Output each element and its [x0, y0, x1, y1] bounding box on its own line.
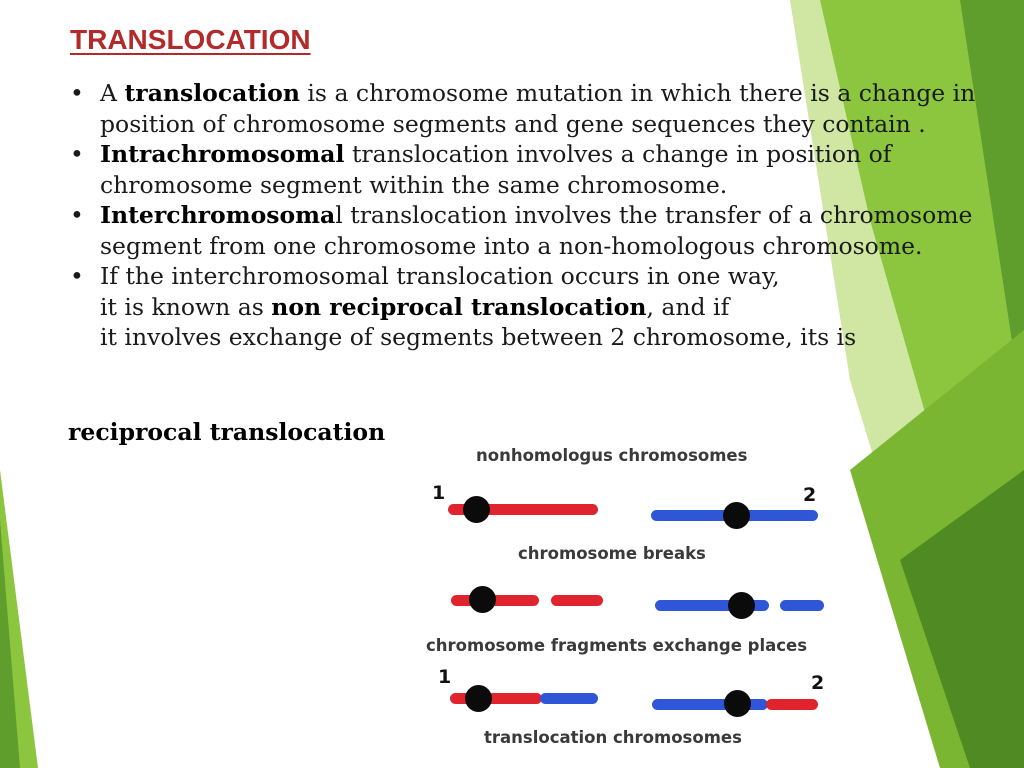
chromosome-number-2: 2 — [803, 484, 817, 506]
bold-term: translocation — [124, 79, 300, 107]
centromere-2 — [728, 592, 755, 619]
chromosome-number-1: 1 — [438, 666, 452, 688]
bullet-item: • A translocation is a chromosome mutation in which there is a change in position of chromosome segments and gene sequences they contain . — [68, 78, 998, 139]
bullet-item: • Interchromosomal translocation involves the transfer of a chromosome segment from one chromosome into a non-homologous chromosome. — [68, 200, 998, 261]
label-nonhomologus: nonhomologus chromosomes — [476, 446, 748, 465]
chromosome-number-2: 2 — [811, 672, 825, 694]
centromere-2 — [724, 690, 751, 717]
bullet-list — [68, 78, 998, 353]
bold-term: Interchromosoma — [100, 201, 336, 229]
centromere-1 — [463, 496, 490, 523]
centromere-2 — [723, 502, 750, 529]
tail-bold-text: reciprocal translocation — [68, 418, 386, 446]
centromere-1 — [465, 685, 492, 712]
translocated-1-blue — [540, 693, 598, 704]
translocated-1-red — [450, 693, 542, 704]
label-translocation-chromosomes: translocation chromosomes — [484, 728, 742, 747]
bullet-item: • Intrachromosomal translocation involves a change in position of chromosome segment within the same chromosome. — [68, 139, 998, 200]
chromosome-1-fragment-right — [551, 595, 603, 606]
label-chromosome-breaks: chromosome breaks — [518, 544, 706, 563]
bullet-item: • If the interchromosomal translocation occurs in one way, it is known as non reciprocal translocation, and if it involves exchange of segments between 2 chromosome, its is — [68, 261, 998, 353]
bold-term: Intrachromosomal — [100, 140, 345, 168]
bold-term: non reciprocal translocation — [271, 292, 647, 321]
translocated-2-red — [766, 699, 818, 710]
label-fragments-exchange: chromosome fragments exchange places — [426, 636, 808, 655]
slide-title: TRANSLOCATION — [70, 24, 311, 55]
chromosome-number-1: 1 — [432, 482, 446, 504]
chromosome-2-fragment-right — [780, 600, 824, 611]
centromere-1 — [469, 586, 496, 613]
translocation-diagram — [418, 436, 848, 750]
